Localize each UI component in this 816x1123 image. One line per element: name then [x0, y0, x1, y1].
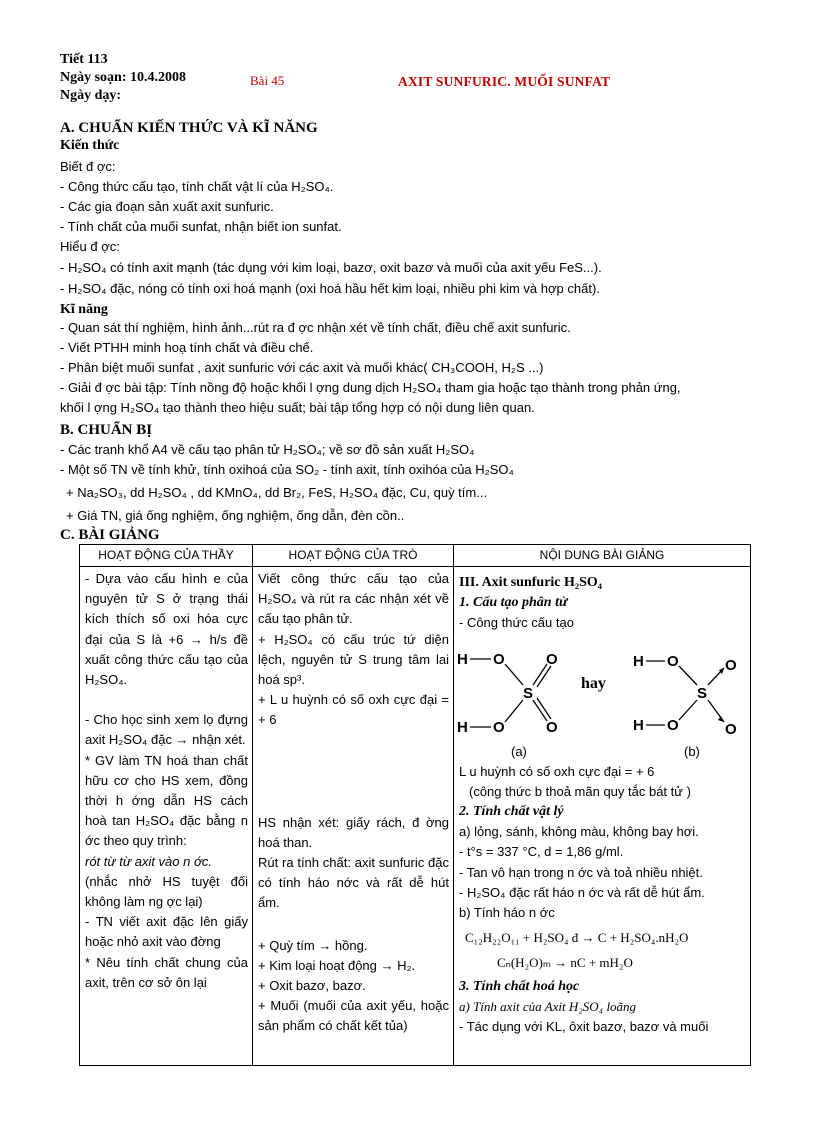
prep-item: - Một số TN về tính khử, tính oxihoá của SO₂ - tính axit, tính oxihóa của H₂SO₄ — [60, 462, 514, 477]
formula-label-b: (b) — [684, 743, 700, 759]
content-text: - H₂SO₄ đặc rất háo n ớc và rất dễ hút ẩm. — [459, 884, 705, 900]
content-subheading: a) Tính axit của Axit H₂SO₄ loãng — [459, 998, 637, 1014]
skills-item: - Quan sát thí nghiệm, hình ảnh...rút ra đ ợc nhận xét về tính chất, điều chế axit sunfuric. — [60, 320, 571, 335]
teacher-column — [80, 567, 253, 1066]
student-step: + H₂SO₄ có cấu trúc tứ diện lệch, nguyên tử S trung tâm lai hoá sp³. — [258, 631, 449, 688]
lesson-table — [79, 544, 751, 1066]
atom-label: H — [457, 718, 468, 736]
content-text: - Tác dụng với KL, ôxit bazơ, bazơ và muối — [459, 1019, 709, 1035]
know-item: - Công thức cấu tạo, tính chất vật lí của H₂SO₄. — [60, 179, 334, 194]
atom-label: O — [546, 650, 558, 668]
skills-item: - Phân biệt muối sunfat , axit sunfuric với các axit và muối khác( CH₃COOH, H₂S ...) — [60, 360, 544, 375]
formula-label-a: (a) — [511, 743, 527, 759]
skills-item: - Giải đ ợc bài tập: Tính nồng độ hoặc khối l ợng dung dịch H₂SO₄ tham gia hoặc tạo thành trong phản ứng, — [60, 380, 681, 395]
col-header-content: NỘI DUNG BÀI GIẢNG — [454, 545, 751, 567]
teacher-step: - TN viết axit đặc lên giấy hoặc nhỏ axit vào đờng — [85, 914, 248, 950]
prep-item: + Na₂SO₃, dd H₂SO₄ , dd KMnO₄, dd Br₂, FeS, H₂SO₄ đặc, Cu, quỳ tím... — [66, 485, 488, 500]
content-subheading: 3. Tính chất hoá học — [459, 978, 580, 994]
lesson-id: Bài 45 — [250, 73, 285, 88]
teacher-step: * Nêu tính chất chung của axit, trên cơ sở ôn lại — [85, 954, 248, 990]
prep-item: - Các tranh khổ A4 về cấu tạo phân tử H₂SO₄; về sơ đồ sản xuất H₂SO₄ — [60, 442, 475, 457]
content-heading: III. Axit sunfuric H₂SO₄ — [459, 575, 602, 590]
atom-label: O — [546, 718, 558, 736]
know-item: - Các gia đoạn sản xuất axit sunfuric. — [60, 199, 274, 214]
teacher-step: - Cho học sinh xem lọ đựng axit H₂SO₄ đặc → nhận xét. — [85, 712, 248, 748]
atom-label: H — [457, 650, 468, 668]
content-text: L u huỳnh có số oxh cực đại = + 6 — [459, 763, 655, 779]
student-step: + Kim loại hoạt động → H₂. — [258, 957, 416, 973]
atom-label: O — [493, 650, 505, 668]
section-c-heading: C. BÀI GIẢNG — [60, 527, 160, 543]
content-text: a) lỏng, sánh, không màu, không bay hơi. — [459, 824, 699, 840]
know-label: Biết đ ợc: — [60, 159, 116, 174]
student-step: + L u huỳnh có số oxh cực đại = + 6 — [258, 692, 449, 728]
atom-label: O — [667, 652, 679, 670]
content-subheading: 2. Tính chất vật lý — [459, 804, 564, 820]
section-a-heading: A. CHUẨN KIẾN THỨC VÀ KĨ NĂNG — [60, 120, 318, 136]
understand-item: - H₂SO₄ có tính axit mạnh (tác dụng với kim loại, bazơ, oxit bazơ và muối của axit yếu FeS...). — [60, 260, 602, 275]
content-text: (công thức b thoả mãn quy tắc bát tử ) — [469, 783, 691, 799]
h2so4-structure-diagram — [457, 634, 745, 742]
content-column — [454, 567, 751, 1066]
know-item: - Tính chất của muối sunfat, nhận biết ion sunfat. — [60, 219, 342, 234]
content-text: - t°s = 337 °C, d = 1,86 g/ml. — [459, 844, 624, 860]
teacher-step: rót từ từ axit vào n ớc. — [85, 853, 212, 869]
col-header-teacher: HOẠT ĐỘNG CỦA THẦY — [80, 545, 253, 567]
equation: C₁₂H₂₂O₁₁ + H₂SO₄ đ → C + H₂SO₄.nH₂O — [465, 930, 689, 946]
skills-item: - Viết PTHH minh hoạ tính chất và điều chế. — [60, 340, 314, 355]
content-text: - Công thức cấu tạo — [459, 615, 574, 631]
teacher-step: * GV làm TN hoá than chất hữu cơ cho HS xem, đồng thời h ớng dẫn HS cách hoà tan H₂SO₄ đặc bằng n ớc theo quy trình: — [85, 752, 248, 849]
atom-label: H — [633, 716, 644, 734]
student-step: + Quỳ tím → hồng. — [258, 937, 368, 953]
content-subheading: 1. Cấu tạo phân tử — [459, 595, 568, 611]
student-column — [253, 567, 454, 1066]
atom-label: O — [725, 656, 737, 674]
hay-label: hay — [581, 674, 606, 692]
student-step: HS nhận xét: giấy rách, đ ờng hoá than. — [258, 814, 449, 850]
atom-label: O — [725, 720, 737, 738]
understand-item: - H₂SO₄ đặc, nóng có tính oxi hoá mạnh (oxi hoá hầu hết kim loại, nhiều phi kim và hợp chất). — [60, 281, 600, 296]
understand-label: Hiểu đ ợc: — [60, 239, 120, 254]
date-prepared: Ngày soạn: 10.4.2008 — [60, 70, 187, 85]
content-text: b) Tính háo n ớc — [459, 905, 555, 921]
student-step: + Muối (muối của axit yếu, hoặc sản phẩm có chất kết tủa) — [258, 998, 449, 1034]
content-text: - Tan vô hạn trong n ớc và toả nhiều nhiệt. — [459, 864, 703, 880]
atom-label: O — [493, 718, 505, 736]
skills-heading: Kĩ năng — [60, 302, 108, 317]
section-b-heading: B. CHUẨN BỊ — [60, 422, 153, 438]
student-step: Viết công thức cấu tạo của H₂SO₄ và rút ra các nhận xét về cấu tạo phân tử. — [258, 571, 449, 627]
date-taught: Ngày dạy: — [60, 88, 122, 103]
knowledge-heading: Kiến thức — [60, 138, 120, 153]
atom-label: O — [667, 716, 679, 734]
prep-item: + Giá TN, giá ống nghiệm, ống nghiệm, ống dẫn, đèn cồn.. — [66, 508, 405, 523]
equation: Cₙ(H₂O)ₘ → nC + mH₂O — [497, 955, 633, 971]
skills-item: khối l ợng H₂SO₄ tạo thành theo hiệu suất; bài tập tổng hợp có nội dung liên quan. — [60, 400, 535, 415]
atom-label: H — [633, 652, 644, 670]
student-step: + Oxit bazơ, bazơ. — [258, 978, 366, 994]
col-header-student: HOẠT ĐỘNG CỦA TRÒ — [253, 545, 454, 567]
teacher-step: (nhắc nhở HS tuyệt đối không làm ng ợc lại) — [85, 873, 248, 910]
atom-label: S — [697, 684, 708, 702]
page-title: AXIT SUNFURIC. MUỐI SUNFAT — [398, 74, 611, 89]
atom-label: S — [523, 684, 534, 702]
student-step: Rút ra tính chất: axit sunfuric đặc có tính háo nớc và rất dễ hút ẩm. — [258, 855, 449, 911]
teacher-step: - Dựa vào cấu hình e của nguyên tử S ở trạng thái kích thích số oxi hóa cực đại của S là +6 → h/s đề xuất công thức cấu tạo của H₂SO₄. — [85, 571, 248, 688]
lesson-number: Tiết 113 — [60, 52, 108, 67]
